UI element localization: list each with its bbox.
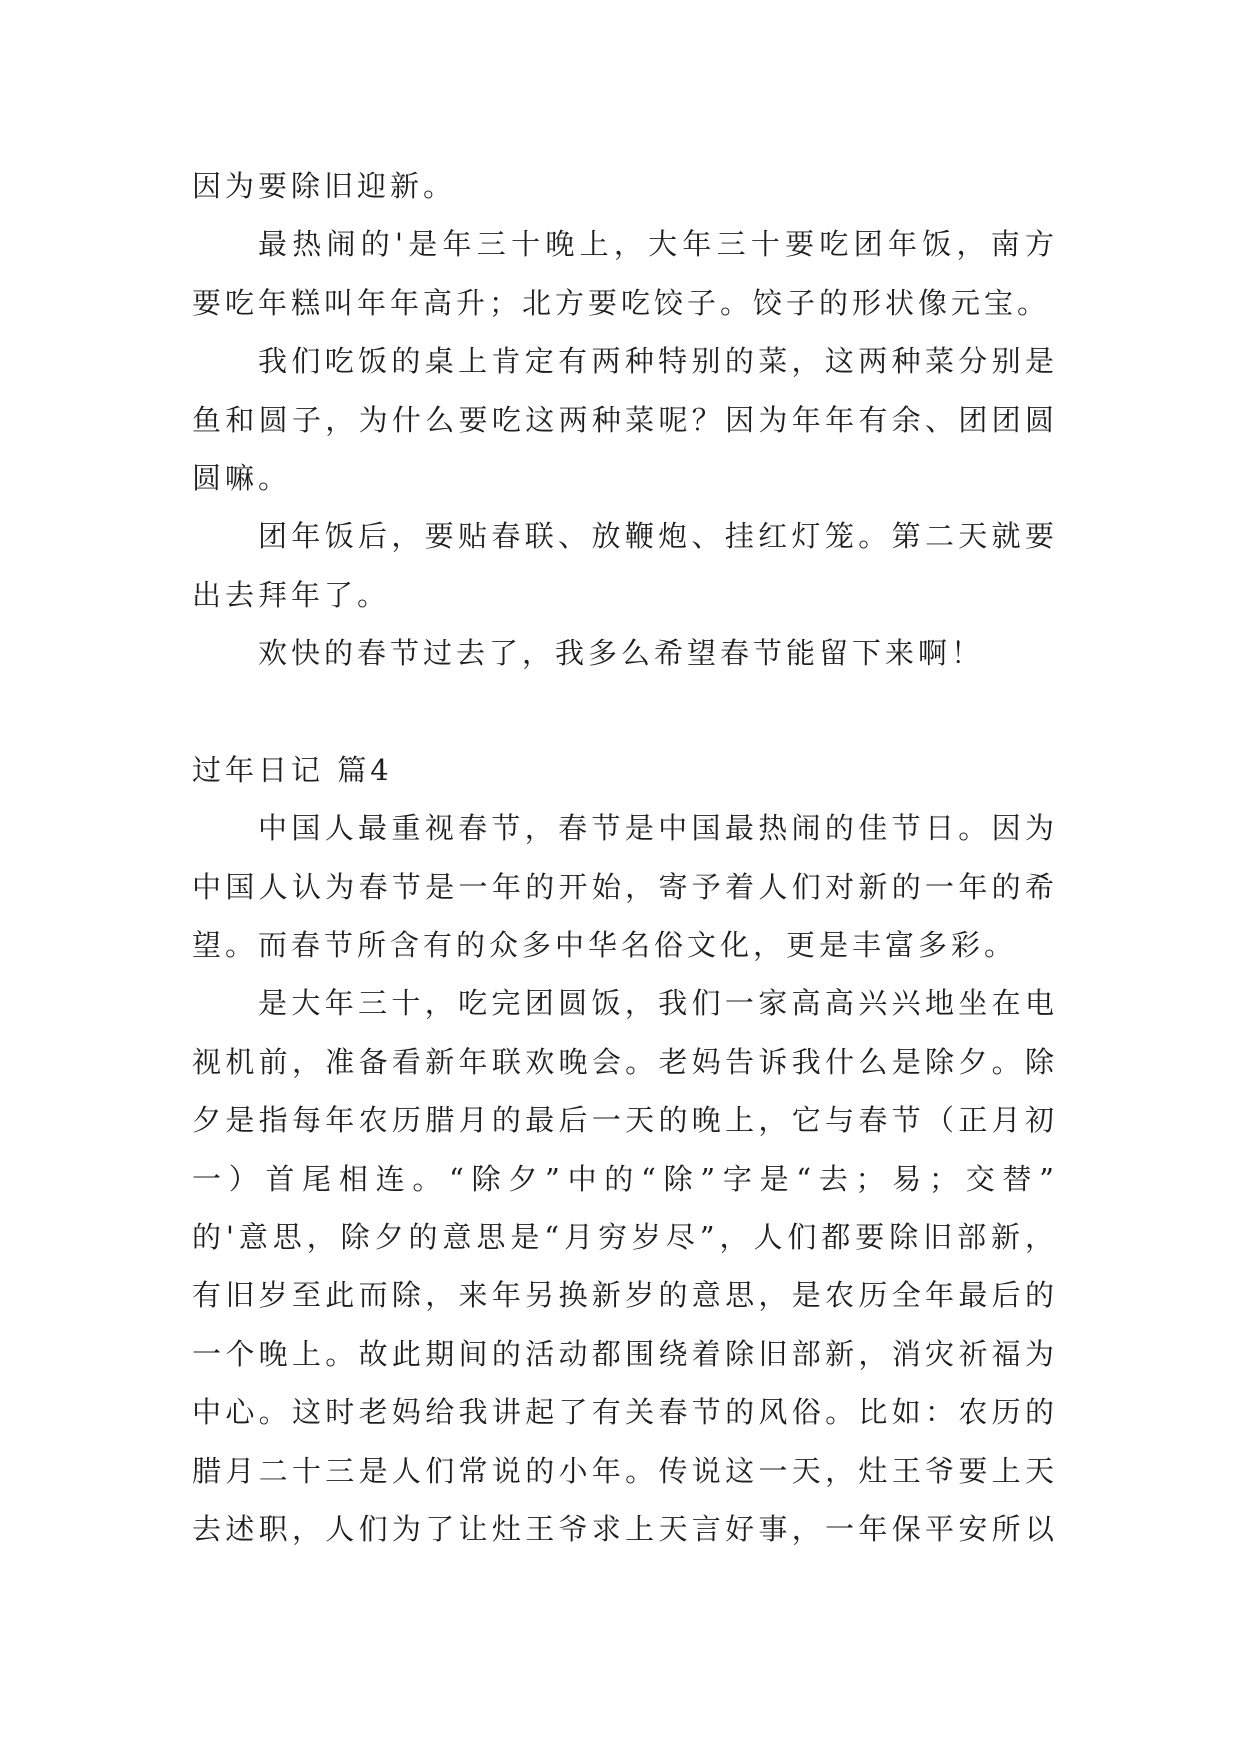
text-line: 视机前，准备看新年联欢晚会。老妈告诉我什么是除夕。除 — [192, 1044, 1058, 1079]
text-line: 是大年三十，吃完团圆饭，我们一家高高兴兴地坐在电 — [258, 986, 1058, 1021]
paragraph — [192, 332, 1058, 507]
text-line: 一）首尾相连。“除夕”中的“除”字是“去；易；交替” — [192, 1161, 1058, 1196]
paragraph-continued — [192, 157, 1058, 215]
paragraph — [192, 507, 1058, 624]
text-line: 鱼和圆子，为什么要吃这两种菜呢？因为年年有余、团团圆 — [192, 402, 1058, 437]
document-body — [192, 157, 1058, 1558]
text-line: 中国人认为春节是一年的开始，寄予着人们对新的一年的希 — [192, 869, 1058, 904]
text-line: 因为要除旧迎新。 — [192, 169, 457, 203]
paragraph — [192, 624, 1058, 682]
section-spacer — [192, 683, 1058, 741]
text-line: 一个晚上。故此期间的活动都围绕着除旧部新，消灾祈福为 — [192, 1336, 1058, 1371]
text-line: 欢快的春节过去了，我多么希望春节能留下来啊！ — [258, 636, 985, 671]
section-heading: 过年日记 篇4 — [192, 752, 393, 787]
text-line: 去述职，人们为了让灶王爷求上天言好事，一年保平安所以 — [192, 1511, 1058, 1546]
paragraph — [192, 974, 1058, 1558]
text-line: 的'意思，除夕的意思是“月穷岁尽”，人们都要除旧部新， — [192, 1220, 1058, 1255]
text-line: 要吃年糕叫年年高升；北方要吃饺子。饺子的形状像元宝。 — [192, 285, 1051, 320]
text-line: 望。而春节所含有的众多中华名俗文化，更是丰富多彩。 — [192, 928, 1018, 963]
paragraph — [192, 799, 1058, 974]
text-line: 有旧岁至此而除，来年另换新岁的意思，是农历全年最后的 — [192, 1278, 1058, 1313]
text-line: 出去拜年了。 — [192, 577, 391, 612]
text-line: 夕是指每年农历腊月的最后一天的晚上，它与春节（正月初 — [192, 1103, 1058, 1138]
text-line: 最热闹的'是年三十晚上，大年三十要吃团年饭，南方 — [258, 227, 1058, 262]
text-line: 团年饭后，要贴春联、放鞭炮、挂红灯笼。第二天就要 — [258, 519, 1058, 554]
text-line: 中心。这时老妈给我讲起了有关春节的风俗。比如：农历的 — [192, 1395, 1058, 1430]
text-line: 我们吃饭的桌上肯定有两种特别的菜，这两种菜分别是 — [258, 344, 1058, 379]
paragraph — [192, 215, 1058, 332]
text-line: 中国人最重视春节，春节是中国最热闹的佳节日。因为 — [258, 811, 1058, 846]
text-line: 圆嘛。 — [192, 460, 292, 495]
text-line: 腊月二十三是人们常说的小年。传说这一天，灶王爷要上天 — [192, 1453, 1058, 1488]
